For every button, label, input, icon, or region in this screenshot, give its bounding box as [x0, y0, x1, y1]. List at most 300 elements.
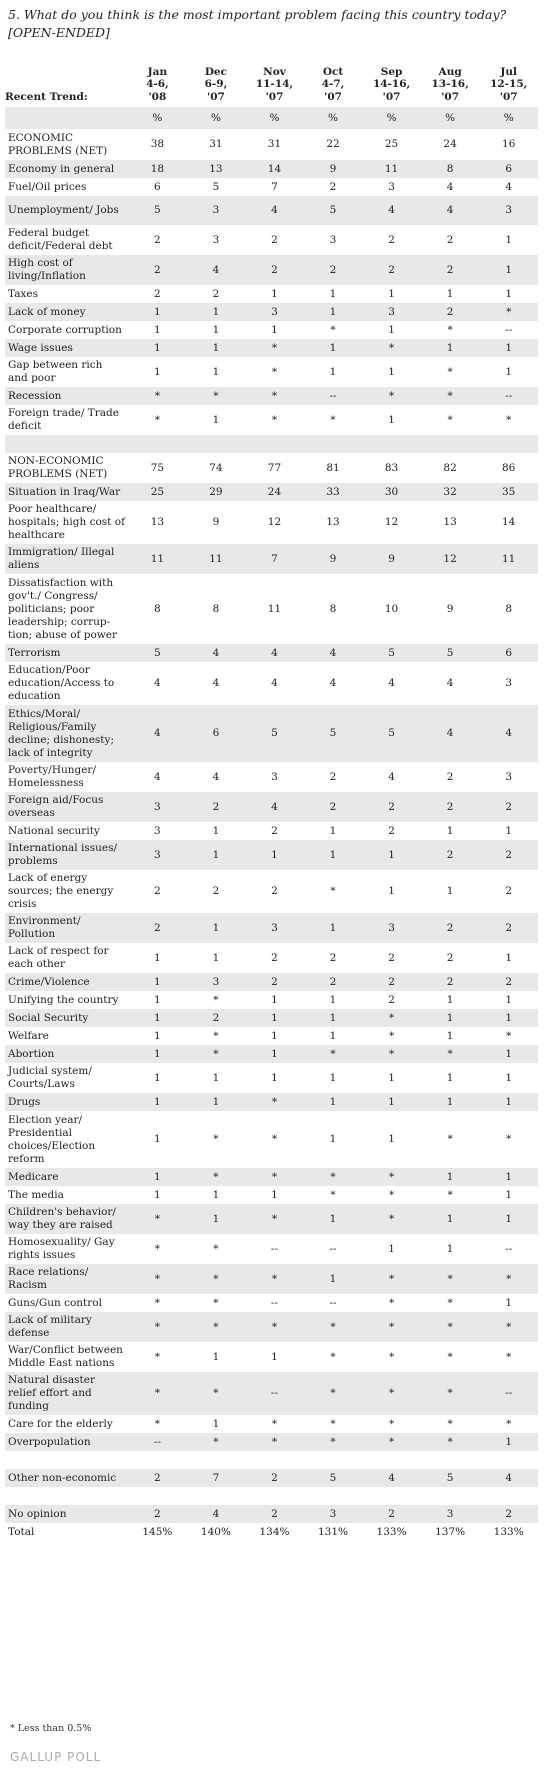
- table-row: [5, 225, 538, 255]
- row-label: Federal budget deficit/Federal debt: [8, 227, 113, 252]
- cell-value: 1: [446, 824, 454, 837]
- cell-value: 4: [245, 644, 304, 662]
- cell-value: *: [271, 1417, 278, 1430]
- cell-value: *: [187, 387, 246, 405]
- row-label: Taxes: [8, 287, 38, 300]
- row-label: [5, 435, 128, 453]
- cell-value: --: [479, 1372, 538, 1415]
- cell-value: 2: [329, 180, 337, 193]
- cell-value: 1: [245, 1045, 304, 1063]
- table-row: [5, 339, 538, 357]
- cell-value: 2: [154, 885, 161, 897]
- cell-value: *: [479, 1264, 538, 1294]
- cell-value: *: [421, 1372, 480, 1415]
- cell-value: 2: [212, 885, 220, 897]
- cell-value: 1: [154, 993, 161, 1006]
- row-label: Fuel/Oil prices: [8, 180, 87, 193]
- table-row: [5, 1264, 538, 1294]
- table-row: [5, 973, 538, 991]
- cell-value: 4: [271, 677, 278, 689]
- cell-value: 2: [388, 993, 395, 1006]
- table-row: [5, 1451, 538, 1469]
- cell-value: 4: [388, 677, 395, 689]
- row-label: [5, 1451, 128, 1469]
- row-label: Immigration/ Illegal aliens: [5, 544, 128, 574]
- cell-value: 1: [271, 1071, 278, 1084]
- cell-value: 1: [154, 1029, 161, 1042]
- cell-value: 4: [212, 677, 220, 689]
- cell-value: *: [479, 303, 538, 321]
- table-row: [5, 1045, 538, 1063]
- cell-value: 2: [421, 913, 480, 943]
- column-header-line: '07: [382, 90, 401, 103]
- column-header-line: Aug: [438, 65, 462, 78]
- table-row: [5, 762, 538, 792]
- cell-value: 4: [362, 196, 421, 225]
- cell-value: 3: [388, 180, 395, 193]
- cell-value: 1: [505, 951, 513, 964]
- table-row: [5, 1111, 538, 1168]
- cell-value: 2: [187, 792, 246, 822]
- cell-value: [304, 435, 363, 453]
- cell-value: [362, 1487, 421, 1505]
- cell-value: *: [187, 1045, 246, 1063]
- row-label: Ethics/Moral/ Religious/Family decline; dishonesty; lack of integrity: [5, 705, 128, 762]
- cell-value: *: [421, 387, 480, 405]
- cell-value: *: [506, 413, 512, 426]
- cell-value: 7: [187, 1469, 246, 1487]
- cell-value: 1: [212, 824, 220, 837]
- cell-value: *: [245, 339, 304, 357]
- cell-value: 1: [187, 339, 246, 357]
- cell-value: 3: [479, 196, 538, 225]
- cell-value: 1: [388, 413, 395, 426]
- cell-value: 1: [128, 1093, 187, 1111]
- cell-value: 131%: [318, 1525, 349, 1538]
- cell-value: 1: [421, 1168, 480, 1186]
- cell-value: 6: [154, 180, 161, 193]
- cell-value: 1: [505, 993, 513, 1006]
- cell-value: 2: [154, 233, 161, 246]
- cell-value: [421, 1487, 480, 1505]
- cell-value: *: [362, 1045, 421, 1063]
- cell-value: 1: [128, 1045, 187, 1063]
- cell-value: 1: [479, 1433, 538, 1451]
- cell-value: 1: [479, 255, 538, 285]
- table-row: [5, 303, 538, 321]
- cell-value: [128, 435, 187, 453]
- table-row: [5, 1342, 538, 1372]
- footnote: * Less than 0.5%: [10, 1723, 92, 1734]
- cell-value: 2: [329, 951, 337, 964]
- cell-value: 1: [271, 287, 278, 300]
- cell-value: 1: [388, 323, 395, 336]
- cell-value: 1: [479, 339, 538, 357]
- cell-value: 1: [304, 913, 363, 943]
- row-label: Wage issues: [5, 339, 128, 357]
- cell-value: %: [304, 107, 363, 129]
- cell-value: 1: [388, 365, 395, 378]
- cell-value: 33: [304, 483, 363, 501]
- cell-value: *: [388, 1350, 395, 1363]
- cell-value: 11: [362, 160, 421, 178]
- cell-value: 4: [187, 1505, 246, 1523]
- cell-value: 134%: [259, 1525, 290, 1538]
- cell-value: *: [447, 323, 453, 336]
- cell-value: 1: [388, 1242, 395, 1255]
- row-label: Gap between rich and poor: [8, 359, 103, 384]
- row-label: War/Conflict between Middle East nations: [8, 1344, 123, 1369]
- table-row: [5, 991, 538, 1009]
- cell-value: *: [421, 1045, 480, 1063]
- cell-value: 1: [505, 1296, 513, 1309]
- cell-value: 2: [479, 792, 538, 822]
- cell-value: 1: [212, 365, 220, 378]
- cell-value: 18: [128, 160, 187, 178]
- cell-value: 2: [421, 973, 480, 991]
- cell-value: 9: [212, 516, 220, 528]
- column-header-line: Oct: [322, 65, 344, 78]
- cell-value: 1: [329, 824, 337, 837]
- cell-value: 1: [154, 1133, 161, 1145]
- table-row: [5, 255, 538, 285]
- cell-value: 1: [212, 1417, 220, 1430]
- cell-value: 3: [128, 792, 187, 822]
- cell-value: 4: [479, 705, 538, 762]
- cell-value: 3: [187, 196, 246, 225]
- cell-value: 13: [187, 160, 246, 178]
- table-row: [5, 1487, 538, 1505]
- cell-value: 14: [245, 160, 304, 178]
- cell-value: *: [154, 1296, 160, 1309]
- cell-value: *: [447, 1417, 453, 1430]
- cell-value: --: [270, 1296, 279, 1309]
- cell-value: *: [154, 413, 160, 426]
- cell-value: 2: [479, 913, 538, 943]
- column-header-line: Jan: [147, 65, 168, 78]
- cell-value: *: [128, 1204, 187, 1234]
- cell-value: 8: [154, 602, 161, 615]
- row-label: International issues/ problems: [5, 840, 128, 870]
- cell-value: 6: [479, 160, 538, 178]
- column-header: [128, 55, 187, 107]
- table-row: [5, 544, 538, 574]
- cell-value: 25: [384, 138, 399, 150]
- cell-value: 5: [304, 705, 363, 762]
- cell-value: 1: [505, 365, 513, 378]
- cell-value: *: [506, 1029, 512, 1042]
- cell-value: *: [362, 1009, 421, 1027]
- table-row: [5, 387, 538, 405]
- cell-value: 2: [421, 303, 480, 321]
- cell-value: 81: [326, 461, 340, 474]
- cell-value: *: [245, 1433, 304, 1451]
- cell-value: *: [213, 1296, 219, 1309]
- table-row: [5, 792, 538, 822]
- cell-value: 133%: [376, 1525, 407, 1538]
- cell-value: 5: [362, 644, 421, 662]
- cell-value: [128, 1451, 187, 1469]
- cell-value: 10: [384, 602, 399, 615]
- cell-value: *: [154, 1417, 160, 1430]
- cell-value: 2: [329, 770, 337, 783]
- row-label: Care for the elderly: [8, 1417, 113, 1430]
- cell-value: 4: [187, 644, 246, 662]
- table-row: [5, 644, 538, 662]
- cell-value: 1: [304, 1264, 363, 1294]
- cell-value: *: [187, 1372, 246, 1415]
- cell-value: 1: [304, 840, 363, 870]
- column-header: [187, 55, 246, 107]
- cell-value: 1: [421, 1009, 480, 1027]
- cell-value: 1: [187, 1093, 246, 1111]
- column-header-line: '07: [499, 90, 518, 103]
- cell-value: *: [271, 413, 278, 426]
- column-header-line: 14-16,: [372, 78, 411, 90]
- cell-value: 6: [187, 705, 246, 762]
- cell-value: 3: [271, 770, 278, 783]
- row-label: Dissatisfaction with gov't./ Congress/ politicians; poor leadership; corrup-tion; abuse of power: [8, 576, 118, 641]
- cell-value: 4: [446, 677, 454, 689]
- cell-value: 2: [479, 973, 538, 991]
- cell-value: 2: [245, 255, 304, 285]
- cell-value: 2: [154, 287, 161, 300]
- cell-value: 2: [212, 287, 220, 300]
- row-label: Environment/ Pollution: [5, 913, 128, 943]
- column-header: [421, 55, 480, 107]
- cell-value: 4: [479, 1469, 538, 1487]
- question-title: 5. What do you think is the most important problem facing this country today? [OPEN-ENDED]: [8, 7, 507, 40]
- row-label: Social Security: [5, 1009, 128, 1027]
- column-header-line: 13-16,: [431, 78, 469, 90]
- cell-value: %: [245, 107, 304, 129]
- cell-value: 1: [479, 1045, 538, 1063]
- cell-value: 1: [304, 303, 363, 321]
- cell-value: 1: [329, 1071, 337, 1084]
- column-header-line: Jul: [500, 65, 517, 78]
- cell-value: 2: [245, 973, 304, 991]
- cell-value: 145%: [142, 1525, 173, 1538]
- cell-value: *: [447, 1350, 453, 1363]
- row-label: Unifying the country: [8, 993, 119, 1006]
- cell-value: %: [421, 107, 480, 129]
- cell-value: 3: [187, 973, 246, 991]
- cell-value: 2: [388, 951, 395, 964]
- cell-value: 1: [446, 1242, 454, 1255]
- cell-value: 13: [150, 516, 165, 528]
- row-label: Medicare: [5, 1168, 128, 1186]
- cell-value: *: [362, 1433, 421, 1451]
- cell-value: 2: [187, 1009, 246, 1027]
- cell-value: *: [447, 1133, 453, 1145]
- cell-value: 1: [446, 1029, 454, 1042]
- cell-value: *: [128, 387, 187, 405]
- cell-value: 31: [209, 138, 223, 150]
- cell-value: *: [421, 1433, 480, 1451]
- cell-value: 13: [326, 516, 340, 528]
- cell-value: 4: [212, 770, 220, 783]
- cell-value: 1: [362, 840, 421, 870]
- cell-value: %: [362, 107, 421, 129]
- row-label: Overpopulation: [5, 1433, 128, 1451]
- cell-value: 77: [267, 461, 282, 474]
- cell-value: 1: [304, 1009, 363, 1027]
- cell-value: [421, 1451, 480, 1469]
- cell-value: *: [388, 1417, 395, 1430]
- row-label: ECONOMIC PROBLEMS (NET): [8, 131, 108, 157]
- cell-value: *: [304, 1433, 363, 1451]
- row-label: National security: [8, 824, 100, 837]
- cell-value: 3: [245, 303, 304, 321]
- cell-value: 1: [154, 323, 161, 336]
- cell-value: *: [388, 1188, 395, 1201]
- cell-value: %: [128, 107, 187, 129]
- cell-value: 1: [187, 1204, 246, 1234]
- cell-value: 1: [154, 1188, 161, 1201]
- cell-value: 1: [505, 287, 513, 300]
- cell-value: 3: [154, 824, 161, 837]
- cell-value: 4: [304, 644, 363, 662]
- row-label: Lack of money: [5, 303, 128, 321]
- cell-value: 3: [505, 770, 513, 783]
- cell-value: 4: [362, 1469, 421, 1487]
- cell-value: --: [505, 1242, 513, 1255]
- cell-value: *: [304, 1372, 363, 1415]
- cell-value: 4: [421, 196, 480, 225]
- cell-value: 1: [128, 303, 187, 321]
- cell-value: 1: [212, 1188, 220, 1201]
- cell-value: 9: [446, 602, 454, 615]
- cell-value: 137%: [435, 1525, 466, 1538]
- cell-value: 1: [388, 1071, 395, 1084]
- cell-value: 1: [505, 233, 513, 246]
- row-label: Race relations/ Racism: [5, 1264, 128, 1294]
- cell-value: 4: [446, 180, 454, 193]
- cell-value: 1: [245, 1009, 304, 1027]
- cell-value: *: [330, 885, 336, 897]
- row-label: Natural disaster relief effort and funding: [5, 1372, 128, 1415]
- cell-value: *: [506, 1417, 512, 1430]
- cell-value: *: [330, 323, 336, 336]
- cell-value: 1: [329, 1029, 337, 1042]
- cell-value: 12: [384, 516, 399, 528]
- column-header-line: Nov: [263, 65, 286, 78]
- table-row: [5, 1027, 538, 1045]
- cell-value: 2: [388, 233, 395, 246]
- cell-value: 14: [502, 516, 516, 528]
- cell-value: 4: [421, 705, 480, 762]
- column-header: [245, 55, 304, 107]
- cell-value: 1: [304, 339, 363, 357]
- table-row: [5, 1505, 538, 1523]
- cell-value: 1: [212, 951, 220, 964]
- cell-value: *: [388, 1296, 395, 1309]
- row-label: Other non-economic: [5, 1469, 128, 1487]
- cell-value: 1: [212, 413, 220, 426]
- table-row: [5, 357, 538, 387]
- row-label: Recession: [5, 387, 128, 405]
- cell-value: *: [304, 1045, 363, 1063]
- cell-value: 133%: [493, 1525, 524, 1538]
- cell-value: 1: [154, 1071, 161, 1084]
- cell-value: 30: [362, 483, 421, 501]
- column-header-line: '08: [148, 90, 167, 103]
- cell-value: %: [187, 107, 246, 129]
- table-row: [5, 405, 538, 435]
- cell-value: 2: [304, 973, 363, 991]
- cell-value: --: [329, 1296, 337, 1309]
- column-header-line: '07: [207, 90, 225, 103]
- cell-value: 2: [446, 233, 454, 246]
- cell-value: 12: [421, 544, 480, 574]
- table-row: [5, 662, 538, 705]
- cell-value: 1: [128, 1009, 187, 1027]
- row-label: Foreign aid/Focus overseas: [5, 792, 128, 822]
- row-label: Drugs: [5, 1093, 128, 1111]
- cell-value: 1: [388, 1133, 395, 1145]
- cell-value: 38: [150, 138, 165, 150]
- cell-value: 2: [304, 255, 363, 285]
- row-label: High cost of living/Inflation: [5, 255, 128, 285]
- cell-value: 2: [362, 973, 421, 991]
- cell-value: 140%: [200, 1525, 231, 1538]
- cell-value: *: [447, 1188, 453, 1201]
- cell-value: 2: [421, 792, 480, 822]
- row-label: Economy in general: [5, 160, 128, 178]
- row-label: Abortion: [5, 1045, 128, 1063]
- table-row: [5, 285, 538, 303]
- cell-value: 1: [329, 287, 337, 300]
- cell-value: [479, 1451, 538, 1469]
- cell-value: 4: [388, 770, 395, 783]
- cell-value: *: [187, 1433, 246, 1451]
- cell-value: 4: [128, 705, 187, 762]
- gallup-poll-logo: GALLUP POLL: [10, 1750, 102, 1764]
- cell-value: [128, 1487, 187, 1505]
- cell-value: [362, 1451, 421, 1469]
- cell-value: --: [128, 1433, 187, 1451]
- cell-value: 1: [271, 1350, 278, 1363]
- cell-value: *: [447, 1296, 453, 1309]
- column-header-line: '07: [324, 90, 342, 103]
- cell-value: 29: [187, 483, 246, 501]
- recent-trend-label: Recent Trend:: [5, 90, 88, 103]
- cell-value: *: [128, 1264, 187, 1294]
- column-header-line: 6-9,: [204, 78, 228, 90]
- table-row: [5, 501, 538, 544]
- cell-value: 9: [304, 544, 363, 574]
- cell-value: 1: [388, 885, 395, 897]
- cell-value: *: [421, 1312, 480, 1342]
- cell-value: 1: [187, 913, 246, 943]
- table-row: [5, 1009, 538, 1027]
- row-label: Poor healthcare/ hospitals; high cost of healthcare: [8, 503, 125, 541]
- row-label: Corporate corruption: [8, 323, 122, 336]
- row-label: The media: [8, 1188, 64, 1201]
- table-row: [5, 453, 538, 483]
- column-header: [304, 55, 363, 107]
- cell-value: *: [245, 1204, 304, 1234]
- table-row: [5, 160, 538, 178]
- column-header: [362, 55, 421, 107]
- cell-value: 2: [421, 255, 480, 285]
- cell-value: *: [245, 1168, 304, 1186]
- cell-value: [421, 435, 480, 453]
- cell-value: 3: [362, 913, 421, 943]
- cell-value: 1: [479, 1204, 538, 1234]
- column-header-line: 4-6,: [146, 78, 169, 90]
- cell-value: 3: [304, 1505, 363, 1523]
